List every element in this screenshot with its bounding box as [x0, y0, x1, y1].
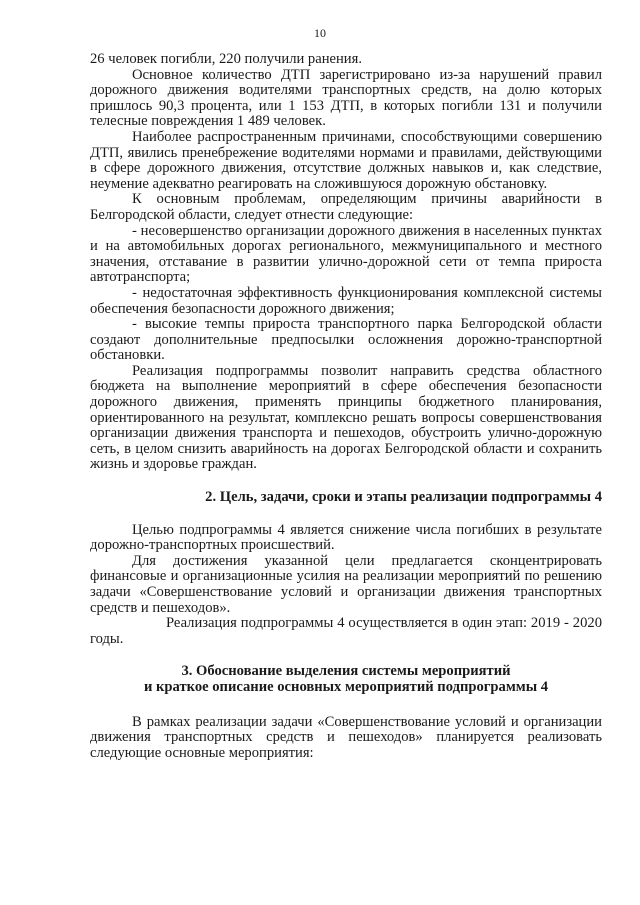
paragraph: Основное количество ДТП зарегистрировано из-за нарушений правил дорожного движения водителями транспортных средств, на долю которых пришлось 90,3 процента, или 1 153 ДТП, в которых погибли 131 и получили телесные повреждения 1 489 человек.	[90, 66, 602, 130]
paragraph: В рамках реализации задачи «Совершенствование условий и организации движения транспортных средств и пешеходов» планируется реализовать следующие основные мероприятия:	[90, 713, 602, 761]
paragraph: 26 человек погибли, 220 получили ранения.	[90, 51, 362, 67]
list-item: - высокие темпы прироста транспортного парка Белгородской области создают дополнительные предпосылки осложнения дорожно-транспортной обстановки.	[90, 316, 602, 364]
document-body	[90, 52, 602, 761]
list-item: - недостаточная эффективность функционирования комплексной системы обеспечения безопасности дорожного движения;	[90, 284, 602, 317]
paragraph: Наиболее распространенным причинами, способствующими совершению ДТП, явились пренебрежение водителями нормами и правилами, действующими в сфере дорожного движения, отсутствие должных навыков и, как следствие, неумение адекватно реагировать на сложившуюся дорожную обстановку.	[90, 128, 602, 192]
section-heading-2: 2. Цель, задачи, сроки и этапы реализации подпрограммы 4	[205, 489, 602, 506]
paragraph: Реализация подпрограммы 4 осуществляется в один этап: 2019 - 2020 годы.	[90, 615, 602, 647]
list-item: - несовершенство организации дорожного движения в населенных пунктах и на автомобильных дорогах регионального, межмуниципального и местного значения, отставание в развитии улично-дорожной сети от темпа прироста автотранспорта;	[90, 222, 602, 286]
paragraph: К основным проблемам, определяющим причины аварийности в Белгородской области, следует отнести следующие:	[90, 191, 602, 223]
section-heading-3-line-2: и краткое описание основных мероприятий подпрограммы 4	[143, 678, 549, 695]
paragraph: Целью подпрограммы 4 является снижение числа погибших в результате дорожно-транспортных происшествий.	[90, 521, 602, 554]
paragraph: Реализация подпрограммы позволит направить средства областного бюджета на выполнение мероприятий в сфере обеспечения безопасности дорожного движения, применять принципы бюджетного планирования, ориентированного на результат, комплексно решать вопросы совершенствования организации движения транспорта и пешеходов, обустроить улично-дорожную сеть, в целом снизить аварийность на дорогах Белгородской области и сохранить жизнь и здоровье граждан.	[90, 362, 602, 473]
page-number: 10	[314, 26, 326, 40]
section-heading-3-line-1: 3. Обоснование выделения системы мероприятий	[181, 663, 511, 680]
paragraph: Для достижения указанной цели предлагается сконцентрировать финансовые и организационные усилия на реализации мероприятий по решению задачи «Совершенствование условий и организации движения транспортных средств и пешеходов».	[90, 552, 602, 616]
